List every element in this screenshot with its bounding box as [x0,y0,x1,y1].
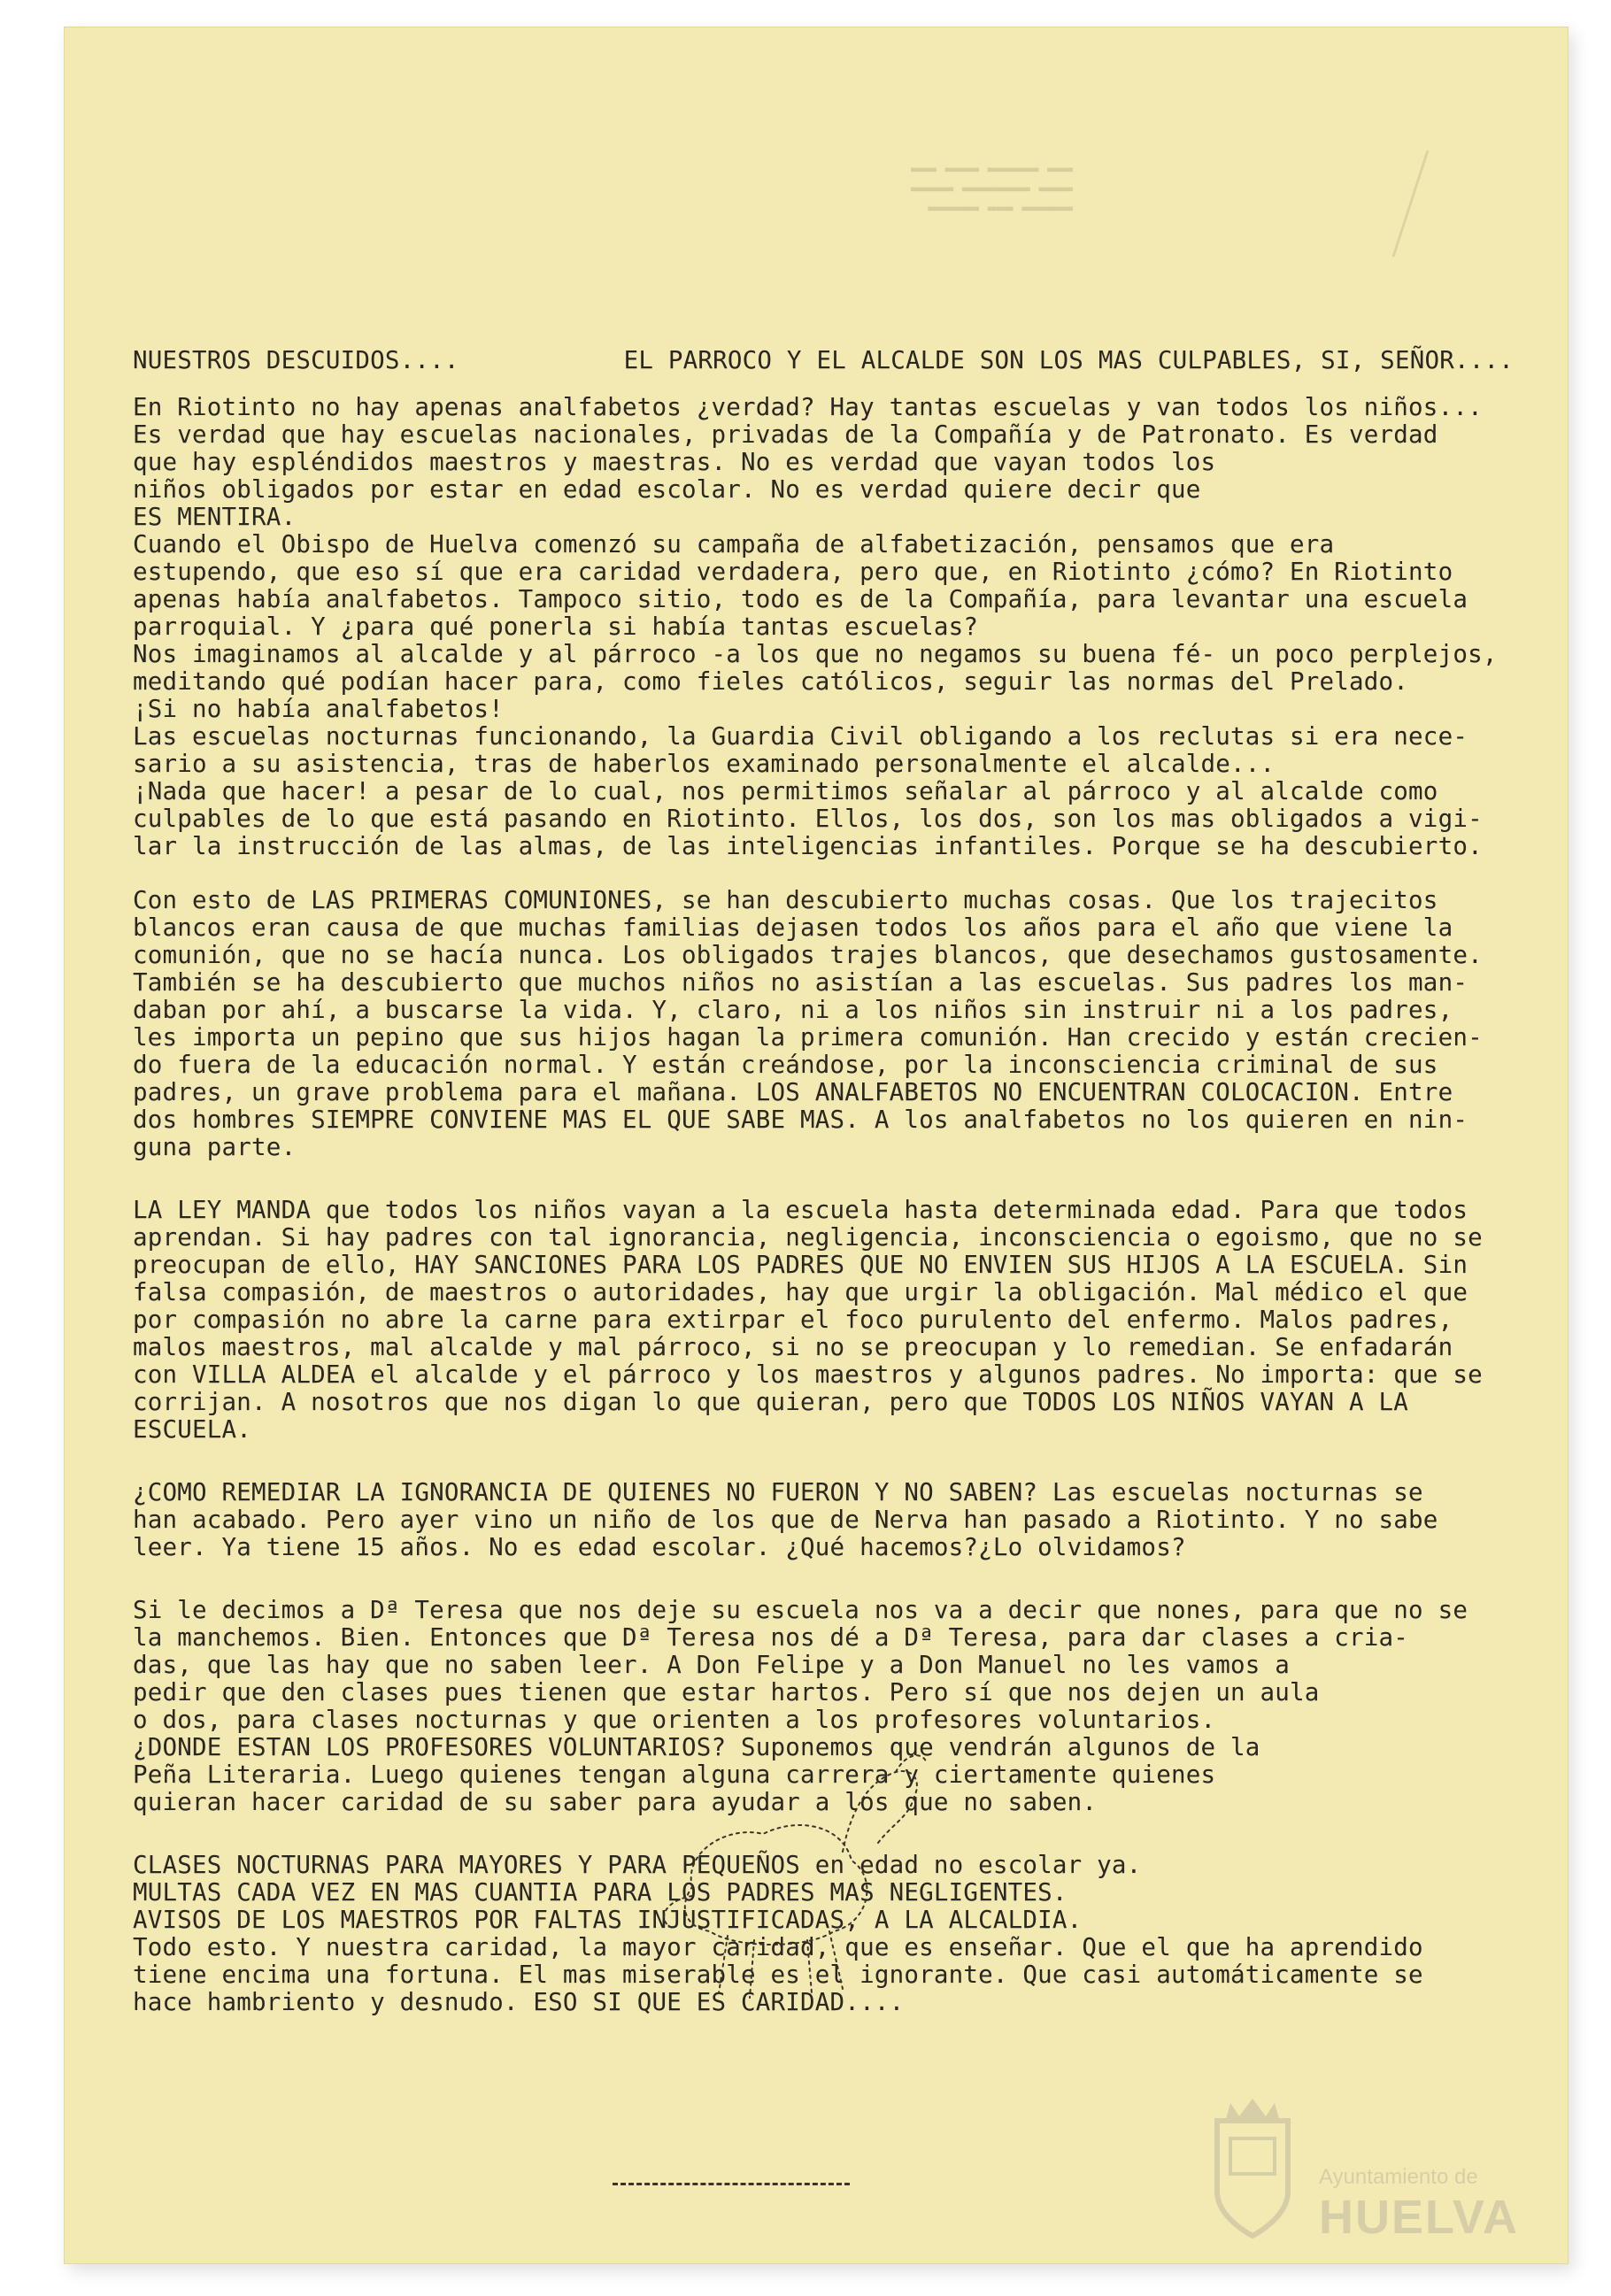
paragraph-5: ¿COMO REMEDIAR LA IGNORANCIA DE QUIENES NO FUERON Y NO SABEN? Las escuelas nocturnas se han acabado. Pero ayer vino un niño de los que de Nerva han pasado a Riotinto. Y no sabe leer. Ya tiene 15 años. No es edad escolar. ¿Qué hacemos?¿Lo olvidamos? [133,1478,1438,1561]
heading-right: EL PARROCO Y EL ALCALDE SON LOS MAS CULPABLES, SI, SEÑOR.... [623,346,1514,374]
closing-divider [613,2183,850,2185]
watermark-line-1: Ayuntamiento de [1319,2165,1478,2189]
document-page [64,27,1569,2264]
coat-of-arms-icon [1204,2085,1301,2245]
archive-watermark [1204,2085,1522,2254]
paragraph-2: Cuando el Obispo de Huelva comenzó su campaña de alfabetización, pensamos que era estupendo, que eso sí que era caridad verdadera, pero que, en Riotinto ¿cómo? En Riotinto apenas había analfabetos. Tampoco sitio, todo es de la Compañía, para levantar una escuela parroquial. Y ¿para qué ponerla si había tantas escuelas? Nos imaginamos al alcalde y al párroco -a los que no negamos su buena fé- un poco perplejos, meditando qué podían hacer para, como fieles católicos, seguir las normas del Prelado. ¡Si no había analfabetos! Las escuelas nocturnas funcionando, la Guardia Civil obligando a los reclutas si era nece- sario a su asistencia, tras de haberlos examinado personalmente el alcalde... ¡Nada que hacer! a pesar de lo cual, nos permitimos señalar al párroco y al alcalde como culpables de lo que está pasando en Riotinto. Ellos, los dos, son los mas obligados a vigi- lar la instrucción de las almas, de las inteligencias infantiles. Porque se ha descubierto. [133,530,1498,860]
paragraph-3: Con esto de LAS PRIMERAS COMUNIONES, se han descubierto muchas cosas. Que los trajecitos blancos eran causa de que muchas familias dejasen todos los años para el año que viene la comunión, que no se hacía nunca. Los obligados trajes blancos, que desechamos gustosamente. También se ha descubierto que muchos niños no asistían a las escuelas. Sus padres los man- daban por ahí, a buscarse la vida. Y, claro, ni a los niños sin instruir ni a los padres, les importa un pepino que sus hijos hagan la primera comunión. Han crecido y están crecien- do fuera de la educación normal. Y están creándose, por la inconsciencia criminal de sus padres, un grave problema para el mañana. LOS ANALFABETOS NO ENCUENTRAN COLOCACION. Entre dos hombres SIEMPRE CONVIENE MAS EL QUE SABE MAS. A los analfabetos no los quieren en nin- guna parte. [133,886,1483,1161]
watermark-line-2: HUELVA [1319,2191,1519,2244]
show-through-mark [1392,150,1553,257]
heading-left: NUESTROS DESCUIDOS.... [133,346,459,374]
sheep-illustration [630,1728,949,2011]
show-through-text: ▬▬▬ ▬▬▬▬▬▬ ▬▬▬▬ ▬▬▬ ▬▬▬▬ ▬▬▬▬▬▬▬▬ ▬▬▬▬▬ ▬▬▬▬▬▬ ▬▬▬ ▬▬▬▬▬▬ [910,160,1073,216]
paragraph-7: CLASES NOCTURNAS PARA MAYORES Y PARA PEQUEÑOS en edad no escolar ya. MULTAS CADA VEZ EN MAS CUANTIA PARA LOS PADRES MAS NEGLIGENTES. AVISOS DE LOS MAESTROS POR FALTAS INJUSTIFICADAS, A LA ALCALDIA. Todo esto. Y nuestra caridad, la mayor caridad, que es enseñar. Que el que ha aprendido tiene encima una fortuna. El mas miserable es el ignorante. Que casi automáticamente se hace hambriento y desnudo. ESO SI QUE ES CARIDAD.... [133,1851,1423,2016]
article-heading [133,347,1514,374]
paragraph-6: Si le decimos a Dª Teresa que nos deje su escuela nos va a decir que nones, para que no se la manchemos. Bien. Entonces que Dª Teresa nos dé a Dª Teresa, para dar clases a cria- das, que las hay que no saben leer. A Don Felipe y a Don Manuel no les vamos a pedir que den clases pues tienen que estar hartos. Pero sí que nos dejen un aula o dos, para clases nocturnas y que orienten a los profesores voluntarios. ¿DONDE ESTAN LOS PROFESORES VOLUNTARIOS? Suponemos que vendrán algunos de la Peña Literaria. Luego quienes tengan alguna carrera y ciertamente quienes quieran hacer caridad de su saber para ayudar a los que no saben. [133,1596,1468,1816]
paragraph-4: LA LEY MANDA que todos los niños vayan a la escuela hasta determinada edad. Para que todos aprendan. Si hay padres con tal ignorancia, negligencia, inconsciencia o egoismo, que no se preocupan de ello, HAY SANCIONES PARA LOS PADRES QUE NO ENVIEN SUS HIJOS A LA ESCUELA. Sin falsa compasión, de maestros o autoridades, hay que urgir la obligación. Mal médico el que por compasión no abre la carne para extirpar el foco purulento del enfermo. Malos padres, malos maestros, mal alcalde y mal párroco, si no se preocupan y lo remedian. Se enfadarán con VILLA ALDEA el alcalde y el párroco y los maestros y algunos padres. No importa: que se corrijan. A nosotros que nos digan lo que quieran, pero que TODOS LOS NIÑOS VAYAN A LA ESCUELA. [133,1196,1483,1444]
paragraph-1: En Riotinto no hay apenas analfabetos ¿verdad? Hay tantas escuelas y van todos los niños... Es verdad que hay escuelas nacionales, privadas de la Compañía y de Patronato. Es verdad que hay espléndidos maestros y maestras. No es verdad que vayan todos los niños obligados por estar en edad escolar. No es verdad quiere decir que ES MENTIRA. [133,393,1483,531]
